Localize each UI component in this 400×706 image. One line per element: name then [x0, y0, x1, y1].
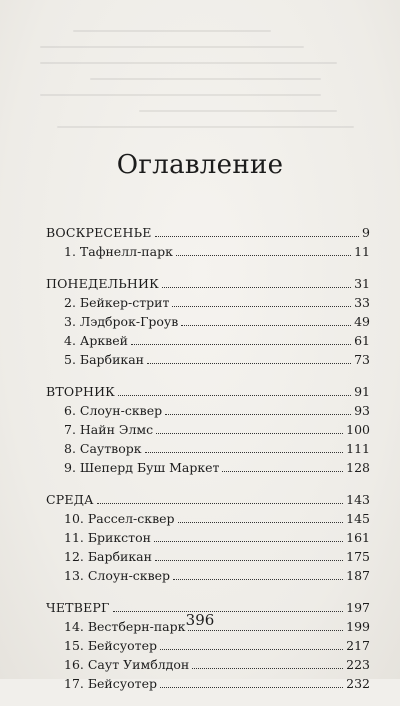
toc-page-number: 100: [346, 422, 370, 437]
toc-section: [46, 223, 370, 261]
leader-dots: [155, 560, 343, 561]
toc-page-number: 232: [346, 676, 370, 691]
leader-dots: [154, 541, 343, 542]
toc-heading[interactable]: [46, 274, 370, 293]
table-of-contents: [46, 223, 370, 706]
toc-heading[interactable]: [46, 223, 370, 242]
toc-page-number: 199: [346, 619, 370, 634]
toc-page-number: 33: [354, 295, 370, 310]
leader-dots: [176, 255, 351, 256]
toc-page-number: 9: [362, 225, 370, 240]
leader-dots: [118, 395, 351, 396]
ghost-line: [40, 46, 304, 48]
toc-entry-label: 11. Брикстон: [64, 530, 151, 545]
toc-page-number: 93: [354, 403, 370, 418]
leader-dots: [178, 522, 344, 523]
leader-dots: [172, 306, 351, 307]
toc-heading-label: ВОСКРЕСЕНЬЕ: [46, 225, 152, 240]
toc-entry[interactable]: [46, 528, 370, 547]
toc-page-number: 11: [354, 244, 370, 259]
toc-entry[interactable]: [46, 509, 370, 528]
toc-entry[interactable]: [46, 674, 370, 693]
leader-dots: [97, 503, 343, 504]
toc-entry[interactable]: [46, 312, 370, 331]
leader-dots: [160, 687, 343, 688]
toc-heading-label: СРЕДА: [46, 492, 94, 507]
leader-dots: [160, 649, 343, 650]
toc-entry[interactable]: [46, 655, 370, 674]
toc-entry[interactable]: [46, 566, 370, 585]
toc-page-number: 197: [346, 600, 370, 615]
toc-entry[interactable]: [46, 439, 370, 458]
toc-entry-label: 17. Бейсуотер: [64, 676, 157, 691]
toc-entry-label: 8. Саутворк: [64, 441, 142, 456]
toc-heading-label: ПОНЕДЕЛЬНИК: [46, 276, 159, 291]
toc-entry-label: 13. Слоун-сквер: [64, 568, 171, 583]
toc-heading-label: ВТОРНИК: [46, 384, 116, 399]
leader-dots: [173, 579, 343, 580]
leader-dots: [162, 287, 351, 288]
leader-dots: [145, 452, 344, 453]
toc-entry-label: 2. Бейкер-стрит: [64, 295, 170, 310]
toc-entry-label: 3. Лэдброк-Гроув: [64, 314, 179, 329]
leader-dots: [147, 363, 351, 364]
toc-entry[interactable]: [46, 636, 370, 655]
toc-page-number: 91: [354, 384, 370, 399]
toc-entry[interactable]: [46, 293, 370, 312]
leader-dots: [131, 344, 351, 345]
ghost-line: [40, 62, 337, 64]
toc-section: [46, 274, 370, 369]
toc-page-number: 73: [354, 352, 370, 367]
leader-dots: [156, 433, 343, 434]
toc-page-number: 145: [346, 511, 370, 526]
ghost-line: [73, 30, 271, 32]
toc-page-number: 187: [346, 568, 370, 583]
toc-page-number: 175: [346, 549, 370, 564]
leader-dots: [188, 630, 343, 631]
ghost-line: [139, 110, 337, 112]
toc-entry[interactable]: [46, 242, 370, 261]
toc-entry[interactable]: [46, 420, 370, 439]
toc-page-number: 49: [354, 314, 370, 329]
leader-dots: [222, 471, 343, 472]
leader-dots: [181, 325, 351, 326]
toc-entry-label: 12. Барбикан: [64, 549, 152, 564]
toc-entry-label: 14. Вестберн-парк: [64, 619, 186, 634]
page-title: Оглавление: [116, 150, 284, 180]
toc-entry-label: 7. Найн Элмс: [64, 422, 154, 437]
toc-page-number: 111: [346, 441, 370, 456]
toc-entry-label: 6. Слоун-сквер: [64, 403, 163, 418]
toc-entry[interactable]: [46, 350, 370, 369]
toc-page-number: 31: [354, 276, 370, 291]
toc-section: [46, 382, 370, 477]
toc-entry-label: 15. Бейсуотер: [64, 638, 157, 653]
ghost-line: [57, 126, 354, 128]
toc-heading[interactable]: [46, 382, 370, 401]
toc-entry-label: 1. Тафнелл-парк: [64, 244, 173, 259]
toc-page-number: 161: [346, 530, 370, 545]
leader-dots: [165, 414, 351, 415]
toc-entry-label: 9. Шеперд Буш Маркет: [64, 460, 220, 475]
toc-entry-label: 4. Арквей: [64, 333, 128, 348]
toc-entry[interactable]: [46, 547, 370, 566]
leader-dots: [192, 668, 343, 669]
toc-page-number: 217: [346, 638, 370, 653]
toc-page-number: 61: [354, 333, 370, 348]
toc-entry[interactable]: [46, 458, 370, 477]
toc-section: [46, 490, 370, 585]
toc-page-number: 223: [346, 657, 370, 672]
toc-heading[interactable]: [46, 490, 370, 509]
page-number: 396: [185, 611, 215, 629]
toc-heading-label: ЧЕТВЕРГ: [46, 600, 110, 615]
toc-entry[interactable]: [46, 331, 370, 350]
toc-page-number: 128: [346, 460, 370, 475]
ghost-line: [90, 78, 321, 80]
toc-entry-label: 10. Рассел-сквер: [64, 511, 175, 526]
toc-entry[interactable]: [46, 401, 370, 420]
toc-page-number: 143: [346, 492, 370, 507]
ghost-line: [40, 94, 321, 96]
toc-entry-label: 5. Барбикан: [64, 352, 144, 367]
toc-entry-label: 16. Саут Уимблдон: [64, 657, 190, 672]
leader-dots: [155, 236, 360, 237]
